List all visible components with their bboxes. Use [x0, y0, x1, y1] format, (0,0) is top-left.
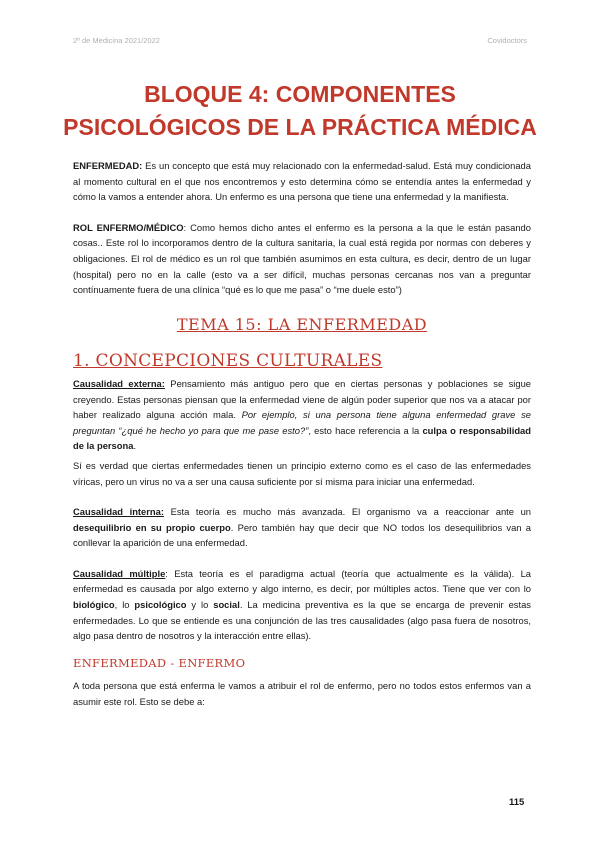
- term-rol: ROL ENFERMO/MÉDICO: [73, 221, 184, 233]
- section-heading-1: 1. CONCEPCIONES CULTURALES: [73, 351, 383, 372]
- subheading-enfermedad-enfermo: ENFERMEDAD - ENFERMO: [73, 655, 246, 670]
- paragraph-rol: ROL ENFERMO/MÉDICO: Como hemos dicho antes el enfermo es la persona a la que le están pasando cosas.. Este rol lo incorporamos dentro de la cultura sanitaria, la cual está regida por normas con deberes y obligaciones. El rol de médico es un rol que también asumimos en esta cultura, es decir, dentro de un lugar (hospital) pero no en la calle (esto va a ser difícil, muchas personas cercanas nos van a preguntar contínuamente fuera de una clínica “qué es lo que me pasa” o “me duele esto”): [73, 221, 531, 296]
- term-externa: Causalidad externa:: [73, 377, 165, 389]
- paragraph-causalidad-externa: Causalidad externa: Pensamiento más antiguo pero que en ciertas personas y poblaciones se sigue creyendo. Estas personas piensan que la enfermedad viene de algún poder superior que nos va a atacar por haber realizado alguna acción mala. Por ejemplo, si una persona tiene alguna enfermedad grave se preguntan “¿qué he hecho yo para que me pase esto?”, esto hace referencia a la culpa o responsabilidad de la persona.: [73, 377, 531, 452]
- term-interna: Causalidad interna:: [73, 506, 164, 518]
- paragraph-causalidad-multiple: Causalidad múltiple: Esta teoría es el paradigma actual (teoría que actualmente es la válida). La enfermedad es causada por algo externo y algo interno, es decir, por múltiples actos. Tiene que ver con lo biológico, lo psicológico y lo social. La medicina preventiva es la que se encarga de prevenir estas enfermedades. Lo que se entiende es una conjunción de las tres causalidades (algo pasa fuera de nosotros, algo pasa dentro de nosotros y la interacción entre ellas).: [73, 567, 531, 642]
- title-line-2: PSICOLÓGICOS DE LA PRÁCTICA MÉDICA: [63, 114, 537, 140]
- term-enfermedad: ENFERMEDAD:: [73, 160, 143, 171]
- tema-heading: TEMA 15: LA ENFERMEDAD: [176, 314, 428, 334]
- paragraph-externa-2: Sí es verdad que ciertas enfermedades tienen un principio externo como es el caso de las enfermedades víricas, pero un virus no va a ser una causa suficiente por sí misma para iniciar una enfermedad.: [73, 459, 531, 487]
- header-course: 2º de Medicina 2021/2022: [73, 36, 160, 45]
- paragraph-final: A toda persona que está enferma le vamos a atribuir el rol de enfermo, pero no todos estos enfermos van a asumir este rol. Esto se debe a:: [73, 680, 531, 708]
- page-number: 115: [509, 797, 525, 808]
- page-header: [73, 36, 527, 45]
- page-title: [40, 78, 560, 144]
- term-multiple: Causalidad múltiple: [73, 567, 166, 579]
- paragraph-causalidad-interna: Causalidad interna: Esta teoría es mucho más avanzada. El organismo va a reaccionar ante un desequilibrio en su propio cuerpo. Pero también hay que decir que NO todos los desequilibrios van a conllevar la aparición de una enfermedad.: [73, 506, 531, 549]
- document-body: [73, 158, 531, 710]
- header-group: Covidoctors: [487, 36, 527, 45]
- paragraph-enfermedad: ENFERMEDAD: Es un concepto que está muy relacionado con la enfermedad-salud. Está muy condicionada al momento cultural en el que nos encontremos y esto determina cómo se entendía antes la enfermedad y cómo la vamos a entender ahora. Un enfermo es una persona que tiene una enfermedad y la manifiesta.: [73, 160, 531, 203]
- title-line-1: BLOQUE 4: COMPONENTES: [144, 81, 456, 107]
